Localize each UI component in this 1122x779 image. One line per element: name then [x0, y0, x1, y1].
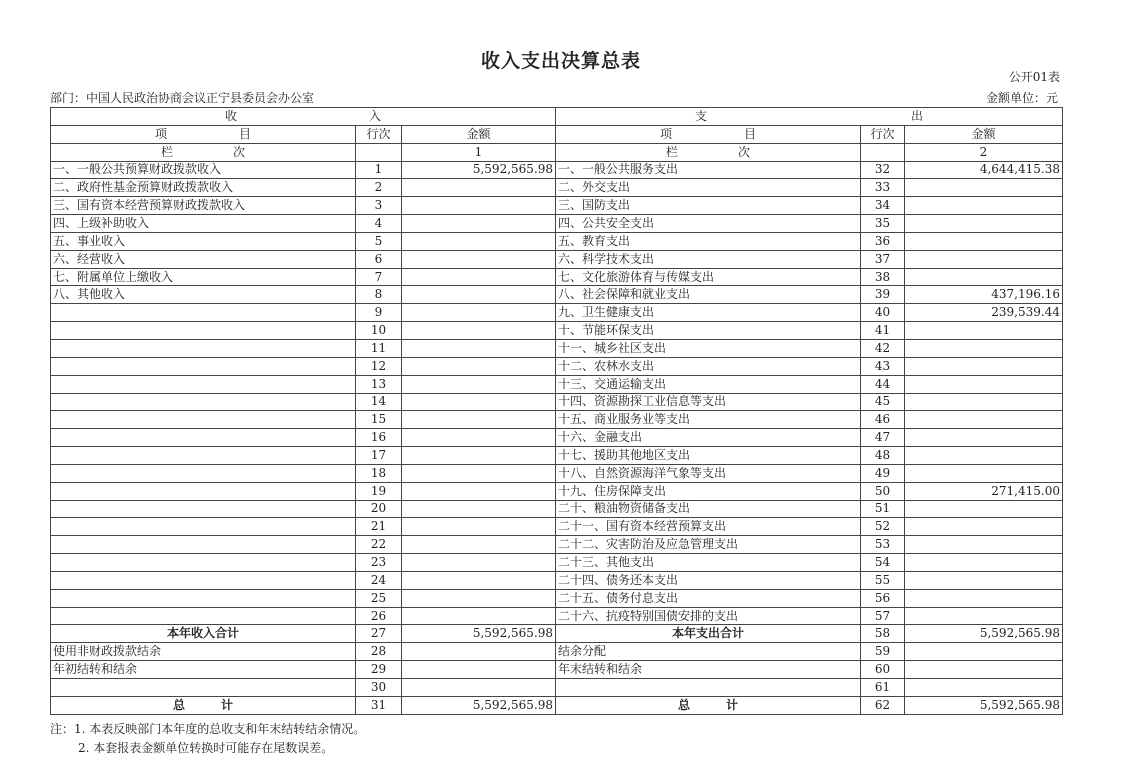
income-item-cell [51, 429, 356, 447]
income-line-cell: 22 [356, 536, 402, 554]
expense-column-blank [861, 143, 905, 161]
expense-item-cell: 二十、粮油物资储备支出 [556, 500, 861, 518]
expense-item-cell: 九、卫生健康支出 [556, 304, 861, 322]
expense-amount-cell [905, 536, 1063, 554]
income-amount-cell: 5,592,565.98 [402, 625, 556, 643]
expense-item-cell: 十一、城乡社区支出 [556, 339, 861, 357]
form-code: 公开01表 [1008, 70, 1060, 84]
expense-amount-cell: 5,592,565.98 [905, 696, 1063, 714]
income-item-cell [51, 447, 356, 465]
expense-item-cell: 二十五、债务付息支出 [556, 589, 861, 607]
table-row [51, 161, 1063, 179]
income-item-cell: 五、事业收入 [51, 232, 356, 250]
expense-item-cell: 十八、自然资源海洋气象等支出 [556, 464, 861, 482]
table-row [51, 500, 1063, 518]
income-line-cell: 17 [356, 447, 402, 465]
expense-line-cell: 38 [861, 268, 905, 286]
department-label: 部门：中国人民政治协商会议正宁县委员会办公室 [50, 91, 315, 105]
income-line-header: 行次 [356, 125, 402, 143]
expense-line-cell: 39 [861, 286, 905, 304]
income-line-cell: 29 [356, 661, 402, 679]
expense-line-cell: 52 [861, 518, 905, 536]
income-item-cell: 本年收入合计 [51, 625, 356, 643]
income-line-cell: 13 [356, 375, 402, 393]
expense-amount-cell [905, 411, 1063, 429]
table-row [51, 232, 1063, 250]
income-item-cell: 三、国有资本经营预算财政拨款收入 [51, 197, 356, 215]
expense-item-cell: 十九、住房保障支出 [556, 482, 861, 500]
income-item-cell [51, 322, 356, 340]
table-body [51, 161, 1063, 714]
income-column-number: 1 [402, 143, 556, 161]
income-line-cell: 31 [356, 696, 402, 714]
expense-amount-cell [905, 661, 1063, 679]
table-row [51, 518, 1063, 536]
income-line-cell: 30 [356, 679, 402, 697]
expense-line-cell: 48 [861, 447, 905, 465]
footnote-2: 2. 本套报表金额单位转换时可能存在尾数误差。 [78, 741, 334, 755]
income-amount-cell [402, 571, 556, 589]
expense-amount-cell: 5,592,565.98 [905, 625, 1063, 643]
income-amount-header: 金额 [402, 125, 556, 143]
expense-item-cell: 十、节能环保支出 [556, 322, 861, 340]
table-row [51, 643, 1063, 661]
expense-amount-cell [905, 447, 1063, 465]
income-item-cell [51, 464, 356, 482]
expense-item-cell: 二十三、其他支出 [556, 554, 861, 572]
expense-line-cell: 41 [861, 322, 905, 340]
income-item-cell: 六、经营收入 [51, 250, 356, 268]
income-line-cell: 19 [356, 482, 402, 500]
income-line-cell: 16 [356, 429, 402, 447]
expense-amount-cell [905, 268, 1063, 286]
income-item-cell: 总 计 [51, 696, 356, 714]
expense-column-label: 栏 次 [556, 143, 861, 161]
income-amount-cell: 5,592,565.98 [402, 696, 556, 714]
income-expense-table [50, 107, 1063, 715]
table-row [51, 197, 1063, 215]
income-amount-cell [402, 357, 556, 375]
income-line-cell: 14 [356, 393, 402, 411]
header-row-columns [51, 125, 1063, 143]
expense-amount-cell [905, 679, 1063, 697]
income-item-header: 项 目 [51, 125, 356, 143]
expense-line-cell: 57 [861, 607, 905, 625]
expense-line-cell: 36 [861, 232, 905, 250]
expense-amount-header: 金额 [905, 125, 1063, 143]
expense-line-cell: 42 [861, 339, 905, 357]
expense-item-cell: 二十六、抗疫特别国债安排的支出 [556, 607, 861, 625]
table-row [51, 357, 1063, 375]
table-row [51, 286, 1063, 304]
income-amount-cell [402, 500, 556, 518]
income-amount-cell [402, 304, 556, 322]
table-row [51, 339, 1063, 357]
income-amount-cell [402, 643, 556, 661]
income-line-cell: 20 [356, 500, 402, 518]
income-line-cell: 5 [356, 232, 402, 250]
income-line-cell: 3 [356, 197, 402, 215]
table-row [51, 589, 1063, 607]
table-row [51, 464, 1063, 482]
expense-amount-cell [905, 643, 1063, 661]
income-column-blank [356, 143, 402, 161]
income-item-cell [51, 607, 356, 625]
expense-line-cell: 56 [861, 589, 905, 607]
income-amount-cell [402, 429, 556, 447]
income-item-cell [51, 589, 356, 607]
income-amount-cell [402, 322, 556, 340]
expense-item-cell: 二十四、债务还本支出 [556, 571, 861, 589]
expense-line-cell: 51 [861, 500, 905, 518]
income-amount-cell [402, 215, 556, 233]
income-amount-cell [402, 589, 556, 607]
income-amount-cell [402, 197, 556, 215]
income-line-cell: 7 [356, 268, 402, 286]
expense-line-cell: 45 [861, 393, 905, 411]
expense-line-cell: 49 [861, 464, 905, 482]
income-amount-cell [402, 554, 556, 572]
table-row [51, 375, 1063, 393]
header-row-sections [51, 108, 1063, 126]
income-amount-cell [402, 661, 556, 679]
expense-amount-cell [905, 500, 1063, 518]
expense-item-cell: 总 计 [556, 696, 861, 714]
income-item-cell [51, 339, 356, 357]
expense-amount-cell: 239,539.44 [905, 304, 1063, 322]
expense-line-cell: 59 [861, 643, 905, 661]
income-amount-cell [402, 232, 556, 250]
income-line-cell: 12 [356, 357, 402, 375]
income-amount-cell [402, 447, 556, 465]
income-item-cell [51, 304, 356, 322]
income-line-cell: 1 [356, 161, 402, 179]
income-amount-cell [402, 518, 556, 536]
expense-amount-cell: 271,415.00 [905, 482, 1063, 500]
expense-line-cell: 61 [861, 679, 905, 697]
expense-item-cell: 年末结转和结余 [556, 661, 861, 679]
income-amount-cell [402, 679, 556, 697]
expense-item-cell: 本年支出合计 [556, 625, 861, 643]
expense-item-cell: 十七、援助其他地区支出 [556, 447, 861, 465]
footnotes [50, 720, 365, 758]
income-item-cell: 年初结转和结余 [51, 661, 356, 679]
expense-amount-cell [905, 554, 1063, 572]
table-row [51, 304, 1063, 322]
expense-item-cell: 四、公共安全支出 [556, 215, 861, 233]
expense-amount-cell [905, 518, 1063, 536]
expense-item-cell: 十二、农林水支出 [556, 357, 861, 375]
income-item-cell [51, 393, 356, 411]
table-row [51, 554, 1063, 572]
income-item-cell [51, 482, 356, 500]
income-line-cell: 10 [356, 322, 402, 340]
income-amount-cell [402, 286, 556, 304]
table-row [51, 661, 1063, 679]
expense-line-cell: 54 [861, 554, 905, 572]
table-row [51, 679, 1063, 697]
expense-item-cell: 八、社会保障和就业支出 [556, 286, 861, 304]
income-amount-cell [402, 411, 556, 429]
expense-item-cell: 十五、商业服务业等支出 [556, 411, 861, 429]
expense-amount-cell [905, 232, 1063, 250]
income-line-cell: 24 [356, 571, 402, 589]
expense-line-cell: 33 [861, 179, 905, 197]
income-amount-cell [402, 607, 556, 625]
expense-amount-cell [905, 197, 1063, 215]
income-item-cell [51, 571, 356, 589]
expense-amount-cell [905, 464, 1063, 482]
expense-amount-cell [905, 357, 1063, 375]
expense-line-cell: 55 [861, 571, 905, 589]
expense-line-cell: 37 [861, 250, 905, 268]
income-item-cell: 八、其他收入 [51, 286, 356, 304]
table-row [51, 696, 1063, 714]
income-amount-cell [402, 393, 556, 411]
income-item-cell [51, 357, 356, 375]
table-row [51, 179, 1063, 197]
income-amount-cell [402, 464, 556, 482]
expense-item-cell: 七、文化旅游体育与传媒支出 [556, 268, 861, 286]
income-amount-cell [402, 339, 556, 357]
expense-item-cell: 十三、交通运输支出 [556, 375, 861, 393]
expense-line-cell: 40 [861, 304, 905, 322]
income-line-cell: 15 [356, 411, 402, 429]
income-item-cell [51, 500, 356, 518]
expense-amount-cell: 4,644,415.38 [905, 161, 1063, 179]
income-amount-cell [402, 179, 556, 197]
expense-amount-cell [905, 375, 1063, 393]
expense-line-header: 行次 [861, 125, 905, 143]
income-item-cell [51, 518, 356, 536]
expense-section-header: 支 出 [556, 108, 1063, 126]
income-amount-cell: 5,592,565.98 [402, 161, 556, 179]
income-item-cell: 七、附属单位上缴收入 [51, 268, 356, 286]
income-line-cell: 9 [356, 304, 402, 322]
income-line-cell: 4 [356, 215, 402, 233]
expense-line-cell: 47 [861, 429, 905, 447]
table-row [51, 411, 1063, 429]
expense-item-cell: 十六、金融支出 [556, 429, 861, 447]
expense-line-cell: 58 [861, 625, 905, 643]
table-row [51, 571, 1063, 589]
income-column-label: 栏 次 [51, 143, 356, 161]
income-item-cell: 使用非财政拨款结余 [51, 643, 356, 661]
expense-amount-cell [905, 393, 1063, 411]
expense-amount-cell [905, 589, 1063, 607]
income-amount-cell [402, 250, 556, 268]
expense-line-cell: 60 [861, 661, 905, 679]
income-line-cell: 23 [356, 554, 402, 572]
expense-line-cell: 46 [861, 411, 905, 429]
income-item-cell [51, 679, 356, 697]
table-row [51, 250, 1063, 268]
expense-line-cell: 35 [861, 215, 905, 233]
expense-line-cell: 34 [861, 197, 905, 215]
income-line-cell: 28 [356, 643, 402, 661]
income-line-cell: 6 [356, 250, 402, 268]
income-item-cell: 二、政府性基金预算财政拨款收入 [51, 179, 356, 197]
income-section-header: 收 入 [51, 108, 556, 126]
income-line-cell: 11 [356, 339, 402, 357]
income-item-cell [51, 536, 356, 554]
income-amount-cell [402, 482, 556, 500]
income-item-cell: 一、一般公共预算财政拨款收入 [51, 161, 356, 179]
expense-line-cell: 43 [861, 357, 905, 375]
expense-item-header: 项 目 [556, 125, 861, 143]
expense-item-cell: 六、科学技术支出 [556, 250, 861, 268]
income-amount-cell [402, 536, 556, 554]
expense-line-cell: 32 [861, 161, 905, 179]
income-item-cell [51, 411, 356, 429]
report-title: 收入支出决算总表 [480, 50, 641, 72]
expense-amount-cell [905, 339, 1063, 357]
income-item-cell [51, 554, 356, 572]
income-item-cell [51, 375, 356, 393]
expense-item-cell: 二十一、国有资本经营预算支出 [556, 518, 861, 536]
expense-line-cell: 50 [861, 482, 905, 500]
expense-amount-cell: 437,196.16 [905, 286, 1063, 304]
amount-unit-label: 金额单位：元 [985, 91, 1058, 105]
table-row [51, 215, 1063, 233]
income-line-cell: 2 [356, 179, 402, 197]
expense-column-number: 2 [905, 143, 1063, 161]
table-row [51, 625, 1063, 643]
expense-amount-cell [905, 179, 1063, 197]
expense-line-cell: 44 [861, 375, 905, 393]
income-line-cell: 26 [356, 607, 402, 625]
table-row [51, 482, 1063, 500]
expense-amount-cell [905, 250, 1063, 268]
expense-amount-cell [905, 429, 1063, 447]
income-item-cell: 四、上级补助收入 [51, 215, 356, 233]
expense-item-cell: 二十二、灾害防治及应急管理支出 [556, 536, 861, 554]
expense-item-cell: 五、教育支出 [556, 232, 861, 250]
header-row-column-numbers [51, 143, 1063, 161]
expense-item-cell [556, 679, 861, 697]
income-line-cell: 8 [356, 286, 402, 304]
table-row [51, 536, 1063, 554]
income-line-cell: 27 [356, 625, 402, 643]
expense-amount-cell [905, 322, 1063, 340]
income-amount-cell [402, 375, 556, 393]
footnote-1: 注：1. 本表反映部门本年度的总收支和年末结转结余情况。 [50, 722, 366, 736]
table-row [51, 447, 1063, 465]
table-row [51, 322, 1063, 340]
income-line-cell: 21 [356, 518, 402, 536]
income-line-cell: 18 [356, 464, 402, 482]
expense-amount-cell [905, 215, 1063, 233]
expense-amount-cell [905, 571, 1063, 589]
table-row [51, 429, 1063, 447]
table-row [51, 393, 1063, 411]
expense-item-cell: 二、外交支出 [556, 179, 861, 197]
expense-item-cell: 十四、资源勘探工业信息等支出 [556, 393, 861, 411]
expense-line-cell: 62 [861, 696, 905, 714]
income-amount-cell [402, 268, 556, 286]
expense-item-cell: 一、一般公共服务支出 [556, 161, 861, 179]
expense-item-cell: 结余分配 [556, 643, 861, 661]
table-row [51, 607, 1063, 625]
table-row [51, 268, 1063, 286]
expense-line-cell: 53 [861, 536, 905, 554]
expense-item-cell: 三、国防支出 [556, 197, 861, 215]
income-line-cell: 25 [356, 589, 402, 607]
expense-amount-cell [905, 607, 1063, 625]
